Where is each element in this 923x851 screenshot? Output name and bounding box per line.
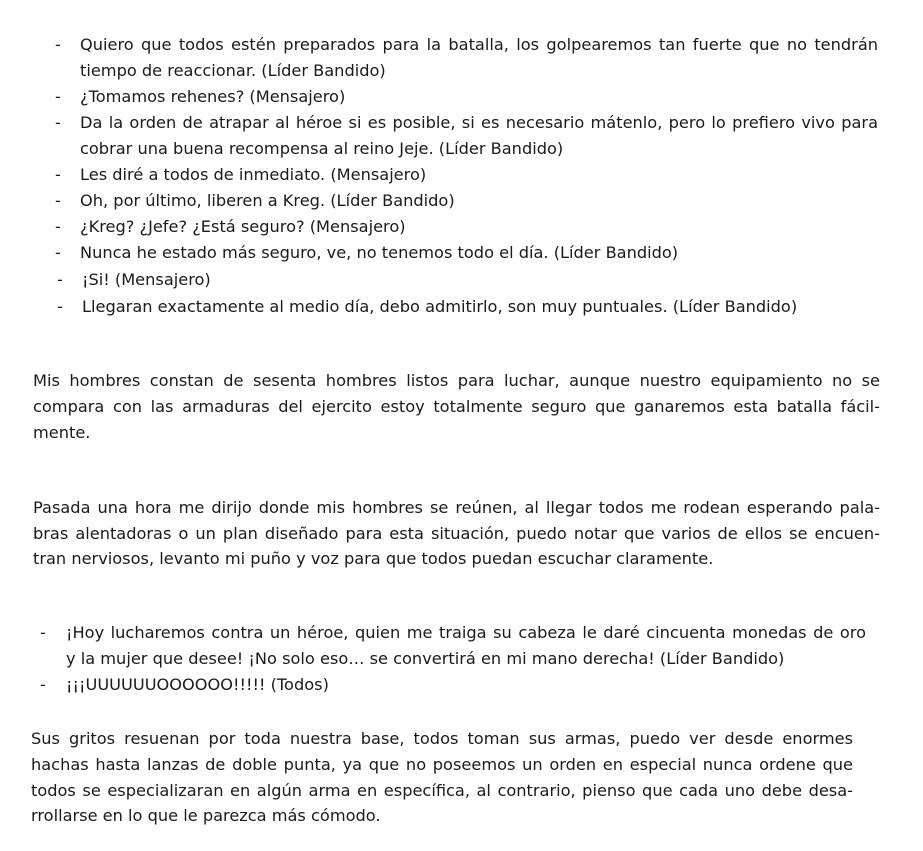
list-dash: - <box>55 243 61 262</box>
list-item-line: ¿Tomamos rehenes? (Mensajero) <box>80 87 346 106</box>
paragraph-line: tran nerviosos, levanto mi puño y voz para que todos puedan escuchar claramente. <box>33 549 714 568</box>
list-item-line: Quiero que todos estén preparados para la batalla, los golpearemos tan fuerte que no tendrán <box>80 35 878 54</box>
list-dash: - <box>55 87 61 106</box>
list-item-line: ¡Si! (Mensajero) <box>82 270 211 289</box>
paragraph-line: hachas hasta lanzas de doble punta, ya que no poseemos un orden en especial nunca ordene que <box>31 755 853 774</box>
list-item-line: tiempo de reaccionar. (Líder Bandido) <box>80 61 386 80</box>
list-item-line: ¿Kreg? ¿Jefe? ¿Está seguro? (Mensajero) <box>80 217 406 236</box>
paragraph-line: Pasada una hora me dirijo donde mis hombres se reúnen, al llegar todos me rodean esperando pala- <box>33 498 880 517</box>
list-item-line: y la mujer que desee! ¡No solo eso… se convertirá en mi mano derecha! (Líder Bandido) <box>66 649 785 668</box>
list-dash: - <box>55 191 61 210</box>
list-item-line: Les diré a todos de inmediato. (Mensajero) <box>80 165 427 184</box>
list-item-line: ¡¡¡UUUUUUOOOOOO!!!!! (Todos) <box>66 675 329 694</box>
list-dash: - <box>57 270 63 289</box>
list-item-line: Llegaran exactamente al medio día, debo admitirlo, son muy puntuales. (Líder Bandido) <box>82 297 798 316</box>
list-dash: - <box>55 35 61 54</box>
list-item-line: cobrar una buena recompensa al reino Jeje. (Líder Bandido) <box>80 139 564 158</box>
list-dash: - <box>57 297 63 316</box>
paragraph-line: bras alentadoras o un plan diseñado para esta situación, puedo notar que varios de ellos se encuen- <box>33 524 880 543</box>
list-item-line: Da la orden de atrapar al héroe si es posible, si es necesario mátenlo, pero lo prefiero vivo para <box>80 113 878 132</box>
list-dash: - <box>40 675 46 694</box>
paragraph-line: mente. <box>33 423 91 442</box>
list-dash: - <box>55 217 61 236</box>
list-item-line: Nunca he estado más seguro, ve, no tenemos todo el día. (Líder Bandido) <box>80 243 679 262</box>
paragraph-line: compara con las armaduras del ejercito estoy totalmente seguro que ganaremos esta batalla fácil- <box>33 397 880 416</box>
paragraph-line: rrollarse en lo que le parezca más cómodo. <box>31 806 381 825</box>
list-dash: - <box>40 623 46 642</box>
list-dash: - <box>55 165 61 184</box>
paragraph-line: Mis hombres constan de sesenta hombres listos para luchar, aunque nuestro equipamiento no se <box>33 371 880 390</box>
list-item-line: Oh, por último, liberen a Kreg. (Líder Bandido) <box>80 191 455 210</box>
paragraph-line: Sus gritos resuenan por toda nuestra base, todos toman sus armas, puedo ver desde enormes <box>31 729 853 748</box>
paragraph-line: todos se especializaran en algún arma en específica, al contrario, pienso que cada uno debe desa- <box>31 781 853 800</box>
list-dash: - <box>55 113 61 132</box>
list-item-line: ¡Hoy lucharemos contra un héroe, quien me traiga su cabeza le daré cincuenta monedas de oro <box>66 623 866 642</box>
